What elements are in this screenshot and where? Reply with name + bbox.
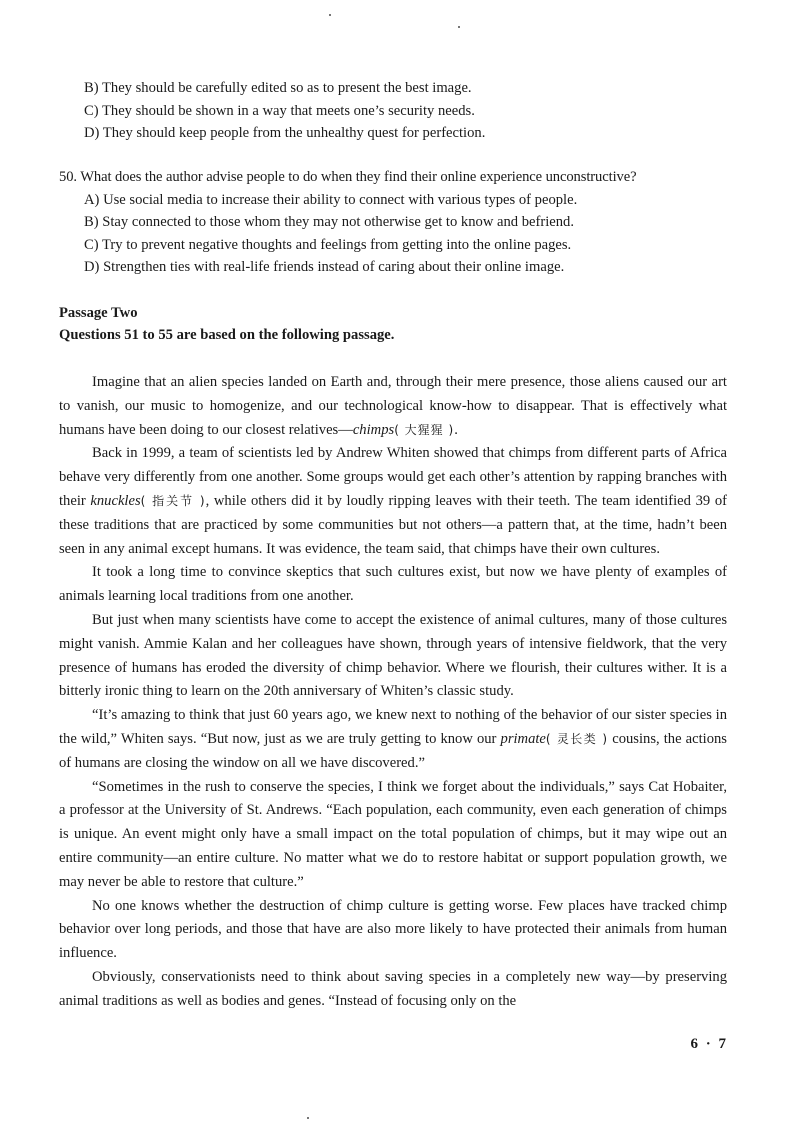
paragraph-text: Imagine that an alien species landed on Earth and, through their mere presence, those aliens caused our art to vanish, our music to homogenize, and our technological know-how to disappear. That is effectively what humans have been doing to our closest relatives— — [59, 374, 727, 438]
passage-header — [59, 302, 394, 346]
question-stem — [59, 166, 759, 189]
option-letter: D) — [84, 125, 100, 141]
paragraph-8: Obviously, conservationists need to think about saving species in a completely new way—by preserving animal traditions as well as bodies and genes. “Instead of focusing only on the — [59, 968, 727, 1009]
option-d — [84, 122, 764, 145]
option-letter: B) — [84, 214, 99, 230]
option-letter: D) — [84, 259, 100, 275]
chinese-gloss: ( 指关节 ) — [140, 493, 206, 508]
question-options — [59, 189, 759, 279]
scan-speck — [458, 26, 460, 28]
option-letter: C) — [84, 102, 99, 119]
option-text: They should keep people from the unhealthy quest for perfection. — [102, 125, 486, 141]
passage-title: Passage Two — [59, 305, 138, 321]
option-text: Strengthen ties with real-life friends instead of caring about their online image. — [103, 259, 565, 275]
paragraph-text: “It’s amazing to think that just 60 years ago, we knew next to nothing of the behavior of our sister species in the wild,” Whiten says. “But now, just as we are truly getting to know our — [59, 707, 727, 747]
passage-body — [59, 371, 727, 1014]
glossed-term: knuckles — [90, 492, 141, 509]
option-text: They should be carefully edited so as to present the best image. — [101, 80, 472, 96]
scan-speck — [329, 14, 331, 16]
option-text: They should be shown in a way that meets one’s security needs. — [101, 102, 475, 119]
option-text: Stay connected to those whom they may not otherwise get to know and befriend. — [102, 214, 575, 230]
option-b — [84, 211, 759, 234]
option-letter: A) — [84, 191, 100, 208]
option-letter: B) — [84, 80, 99, 96]
paragraph-2 — [59, 442, 727, 561]
option-c — [84, 100, 764, 123]
glossed-term: primate — [500, 730, 546, 747]
paragraph-text: Back in 1999, a team of scientists led by Andrew Whiten showed that chimps from different parts of Africa behave very differently from one another. Some groups would get each other’s attention by rapping branches with their — [59, 445, 727, 509]
paragraph-text: cousins, the actions of humans are closing the window on all we have discovered.” — [59, 730, 727, 771]
chinese-gloss: ( 大猩猩 ) — [394, 422, 455, 437]
glossed-term: chimps — [352, 421, 395, 438]
option-text: Try to prevent negative thoughts and feelings from getting into the online pages. — [101, 236, 572, 253]
paragraph-6: “Sometimes in the rush to conserve the species, I think we forget about the individuals,” says Cat Hobaiter, a professor at the University of St. Andrews. “Each population, each community, even each generation of chimps is unique. An event might only have a small impact on the total population of chimps, but it may wipe out an entire community—an entire culture. No matter what we do to restore habitat or support population growth, we may never be able to restore that culture.” — [59, 778, 727, 890]
option-d — [84, 256, 759, 279]
chinese-gloss: ( 灵长类 ) — [545, 731, 609, 746]
paragraph-1 — [59, 371, 727, 442]
paragraph-text: . — [454, 421, 458, 438]
passage-instruction: Questions 51 to 55 are based on the following passage. — [59, 327, 395, 343]
question-text: What does the author advise people to do when they find their online experience unconstructive? — [80, 169, 637, 185]
option-letter: C) — [84, 236, 99, 253]
option-a — [84, 189, 759, 212]
paragraph-4: But just when many scientists have come to accept the existence of animal cultures, many of those cultures might vanish. Ammie Kalan and her colleagues have shown, through years of intensive fieldwork, that the very presence of humans has eroded the diversity of chimp behavior. Where we flourish, their cultures wither. It is a bitterly ironic thing to learn on the 20th anniversary of Whiten’s classic study. — [59, 611, 727, 700]
paragraph-5 — [59, 704, 727, 775]
scan-speck — [307, 1117, 309, 1119]
paragraph-3: It took a long time to convince skeptics that such cultures exist, but now we have plenty of examples of animals learning local traditions from one another. — [59, 564, 727, 605]
page-number: 6 · 7 — [690, 1036, 728, 1052]
question-number: 50. — [59, 169, 77, 185]
option-c — [84, 234, 759, 257]
option-text: Use social media to increase their ability to connect with various types of people. — [103, 191, 578, 208]
previous-question-options — [84, 77, 764, 145]
paragraph-text: , while others did it by loudly ripping leaves with their teeth. The team identified 39 of these traditions that are practiced by some communities but not others—a pattern that, at the time, hadn’t been seen in any animal except humans. It was evidence, the team said, that chimps have their own cultures. — [59, 492, 727, 557]
option-b — [84, 77, 764, 100]
paragraph-7: No one knows whether the destruction of chimp culture is getting worse. Few places have tracked chimp behavior over long periods, and those that have are also more likely to have protected their animals from human influence. — [59, 897, 727, 962]
question-50 — [59, 166, 759, 279]
